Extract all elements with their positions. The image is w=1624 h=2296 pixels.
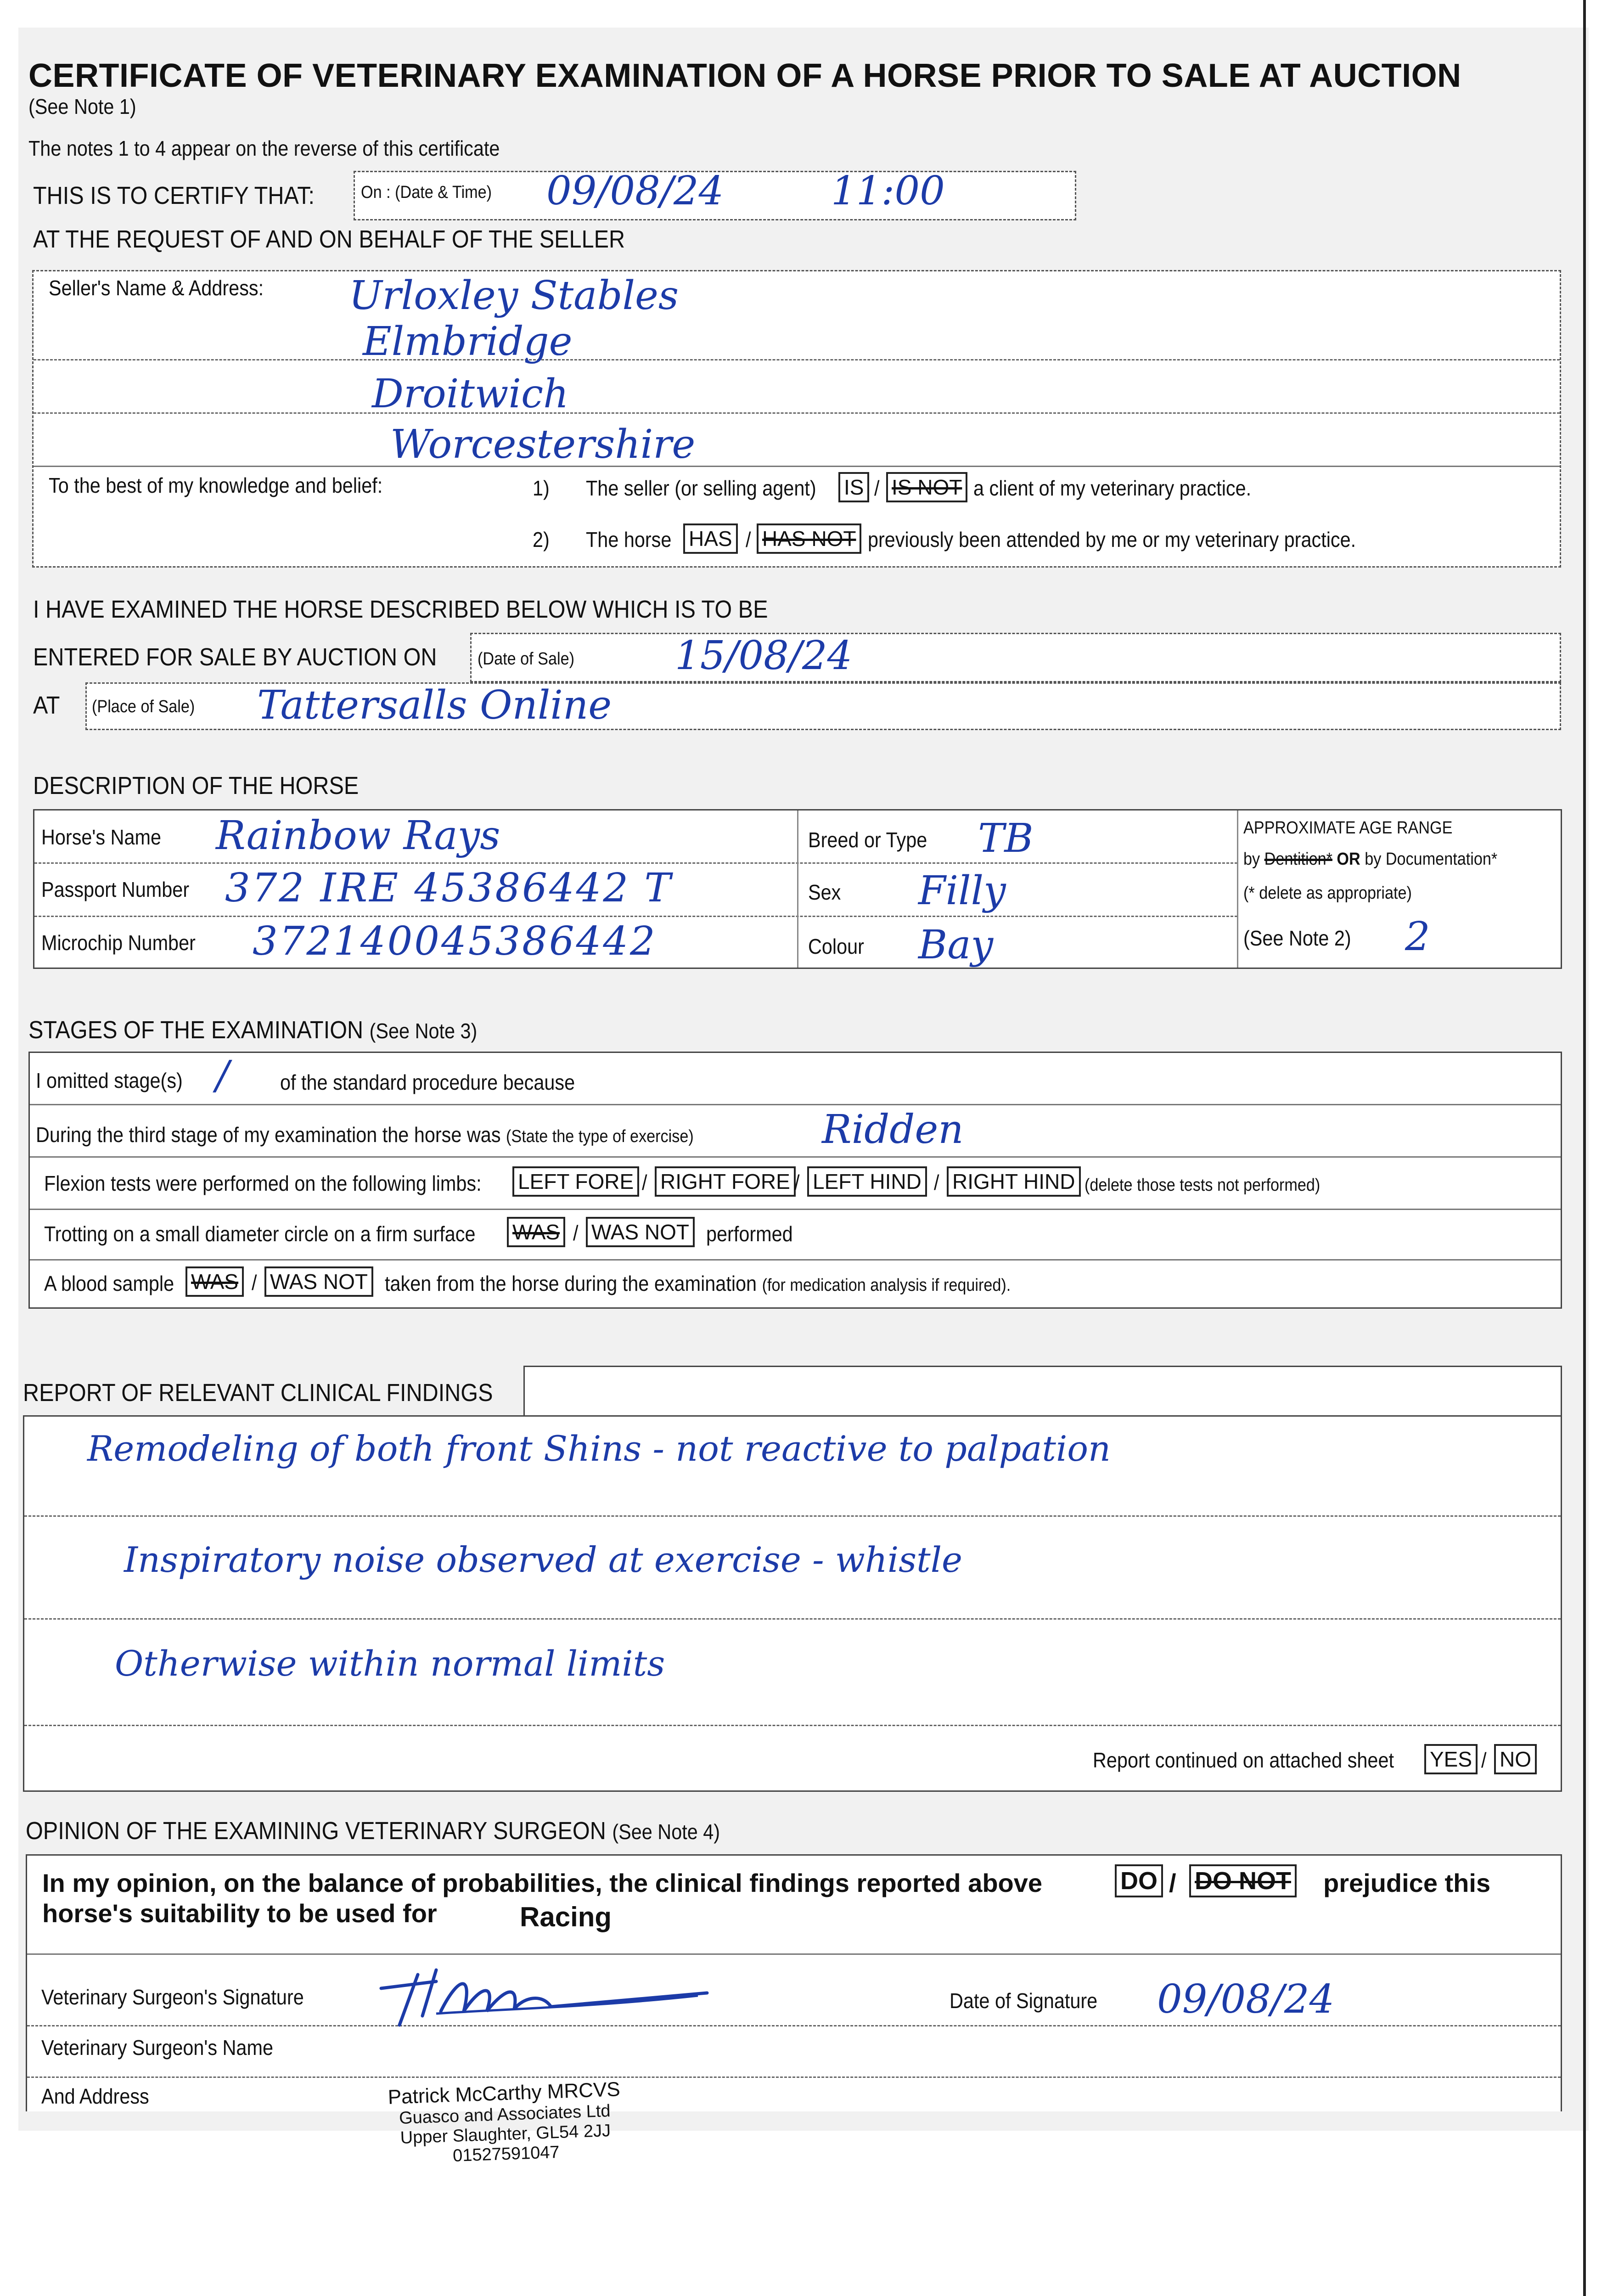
vet-stamp [357, 2077, 653, 2169]
omitted-value: / [216, 1052, 229, 1098]
opinion-do[interactable]: DO [1115, 1864, 1163, 1897]
omitted-pre: I omitted stage(s) [36, 1069, 183, 1092]
option-is-not[interactable]: IS NOT [886, 472, 967, 502]
stages-label: STAGES OF THE EXAMINATION [28, 1016, 364, 1044]
exam-date-value: 09/08/24 [546, 168, 724, 214]
signature-date-label: Date of Signature [950, 1989, 1098, 2013]
seller-label: Seller's Name & Address: [49, 276, 264, 300]
trot-was-not[interactable]: WAS NOT [586, 1217, 695, 1247]
finding-line-2: Inspiratory noise observed at exercise - whistle [124, 1539, 963, 1580]
omitted-post: of the standard procedure because [280, 1070, 575, 1094]
blood-sep: / [252, 1271, 257, 1294]
opinion-sep: / [1169, 1868, 1176, 1897]
option-is[interactable]: IS [838, 472, 869, 502]
seller-line-4: Worcestershire [390, 422, 696, 467]
age-title: APPROXIMATE AGE RANGE [1243, 818, 1453, 838]
request-label: AT THE REQUEST OF AND ON BEHALF OF THE SELLER [33, 225, 625, 253]
trot-was[interactable]: WAS [507, 1217, 565, 1247]
certify-label: THIS IS TO CERTIFY THAT: [33, 182, 315, 209]
opinion-see-note: (See Note 4) [612, 1820, 720, 1844]
sale-place-label: (Place of Sale) [92, 697, 195, 716]
limb-left-hind[interactable]: LEFT HIND [807, 1166, 927, 1197]
sale-date-box[interactable] [470, 633, 1561, 682]
flexion-sep-3: / [934, 1171, 939, 1194]
breed-value: TB [978, 816, 1034, 861]
seller-line-1: Urloxley Stables [349, 273, 679, 319]
stamp-line-4: 01527591047 [452, 2142, 560, 2166]
third-stage-hint: (State the type of exercise) [506, 1127, 694, 1146]
opinion-text-pre: In my opinion, on the balance of probabilities, the clinical findings reported above [42, 1868, 1043, 1897]
limb-right-fore[interactable]: RIGHT FORE [655, 1166, 796, 1197]
trot-post: performed [706, 1222, 793, 1246]
sex-value: Filly [918, 868, 1006, 914]
finding-line-1: Remodeling of both front Shins - not reactive to palpation [87, 1428, 1111, 1469]
horse-name-label: Horse's Name [41, 825, 161, 849]
age-by: by [1243, 850, 1260, 869]
continued-label: Report continued on attached sheet [1093, 1748, 1394, 1772]
age-value: 2 [1405, 914, 1430, 960]
blood-was-not[interactable]: WAS NOT [264, 1266, 373, 1297]
age-or: OR [1337, 850, 1360, 869]
sale-date-value: 15/08/24 [675, 633, 853, 679]
microchip-label: Microchip Number [41, 931, 196, 955]
stamp-line-1: Patrick McCarthy MRCVS [387, 2078, 621, 2109]
item2-separator: / [746, 528, 751, 551]
description-label: DESCRIPTION OF THE HORSE [33, 772, 359, 799]
trot-sep: / [573, 1221, 579, 1245]
item1-text: The seller (or selling agent) [586, 476, 816, 500]
scan-edge [1583, 0, 1586, 2296]
microchip-value: 372140045386442 [253, 918, 657, 964]
item2-text: The horse [586, 528, 672, 551]
findings-box [23, 1415, 1562, 1792]
flexion-pre: Flexion tests were performed on the following limbs: [44, 1171, 482, 1195]
age-delete-note: (* delete as appropriate) [1243, 884, 1412, 903]
finding-line-3: Otherwise within normal limits [115, 1643, 665, 1684]
item2-number: 2) [533, 528, 550, 551]
seller-box [32, 270, 1561, 568]
passport-label: Passport Number [41, 878, 190, 901]
knowledge-label: To the best of my knowledge and belief: [49, 473, 383, 497]
continued-yes[interactable]: YES [1424, 1744, 1478, 1774]
blood-post: taken from the horse during the examination [385, 1272, 757, 1295]
option-has-not[interactable]: HAS NOT [757, 523, 861, 554]
flexion-sep-2: / [794, 1171, 800, 1194]
option-has[interactable]: HAS [683, 523, 738, 554]
item2-post: previously been attended by me or my veterinary practice. [868, 528, 1356, 551]
item1-number: 1) [533, 476, 550, 500]
findings-label: REPORT OF RELEVANT CLINICAL FINDINGS [23, 1379, 493, 1407]
continued-sep: / [1481, 1748, 1487, 1772]
stamp-line-2: Guasco and Associates Ltd [399, 2101, 611, 2128]
certificate-title: CERTIFICATE OF VETERINARY EXAMINATION OF A HORSE PRIOR TO SALE AT AUCTION [28, 57, 1461, 94]
limb-left-fore[interactable]: LEFT FORE [512, 1166, 639, 1197]
blood-hint: (for medication analysis if required). [762, 1276, 1011, 1295]
blood-was[interactable]: WAS [185, 1266, 244, 1297]
flexion-post: (delete those tests not performed) [1085, 1176, 1321, 1195]
signature-label: Veterinary Surgeon's Signature [41, 1985, 304, 2009]
signature-date-value: 09/08/24 [1157, 1976, 1335, 2022]
exam-datetime-label: On : (Date & Time) [361, 183, 492, 202]
blood-pre: A blood sample [44, 1272, 174, 1295]
item1-post: a client of my veterinary practice. [973, 476, 1252, 500]
see-note-1: (See Note 1) [28, 95, 136, 118]
horse-name-value: Rainbow Rays [216, 813, 500, 859]
third-stage-value: Ridden [822, 1107, 964, 1153]
opinion-use-value: Racing [520, 1902, 612, 1932]
colour-value: Bay [918, 922, 994, 968]
opinion-text-post: prejudice this [1323, 1868, 1491, 1897]
passport-value: 372 IRE 45386442 T [225, 865, 673, 911]
findings-header-box [523, 1366, 1562, 1416]
seller-line-3: Droitwich [372, 371, 569, 417]
limb-right-hind[interactable]: RIGHT HIND [947, 1166, 1081, 1197]
age-documentation[interactable]: by Documentation* [1365, 850, 1498, 869]
stages-see-note: (See Note 3) [369, 1019, 478, 1043]
exam-time-value: 11:00 [831, 168, 945, 214]
surgeon-name-label: Veterinary Surgeon's Name [41, 2036, 273, 2060]
third-stage-pre: During the third stage of my examination the horse was [36, 1123, 501, 1147]
sex-label: Sex [808, 880, 841, 904]
examined-label: I HAVE EXAMINED THE HORSE DESCRIBED BELOW WHICH IS TO BE [33, 596, 768, 623]
opinion-do-not[interactable]: DO NOT [1189, 1864, 1297, 1897]
breed-label: Breed or Type [808, 828, 927, 852]
address-label: And Address [41, 2084, 149, 2108]
stamp-line-3: Upper Slaughter, GL54 2JJ [400, 2121, 611, 2148]
trot-pre: Trotting on a small diameter circle on a firm surface [44, 1222, 476, 1246]
item1-separator: / [874, 476, 880, 500]
seller-line-2: Elmbridge [363, 319, 573, 365]
opinion-label: OPINION OF THE EXAMINING VETERINARY SURGEON [26, 1817, 606, 1845]
signature-drawing [367, 1956, 716, 2030]
opinion-text-line2: horse's suitability to be used for [42, 1899, 437, 1928]
age-see-note: (See Note 2) [1243, 926, 1351, 950]
notes-text: The notes 1 to 4 appear on the reverse of this certificate [28, 136, 500, 160]
sale-date-label: (Date of Sale) [478, 649, 575, 669]
age-dentition[interactable]: Dentition* [1264, 850, 1332, 869]
entered-label: ENTERED FOR SALE BY AUCTION ON [33, 643, 437, 671]
sale-place-value: Tattersalls Online [257, 682, 612, 728]
flexion-sep-1: / [642, 1171, 647, 1194]
at-label: AT [33, 692, 60, 719]
colour-label: Colour [808, 934, 864, 958]
continued-no[interactable]: NO [1494, 1744, 1537, 1774]
